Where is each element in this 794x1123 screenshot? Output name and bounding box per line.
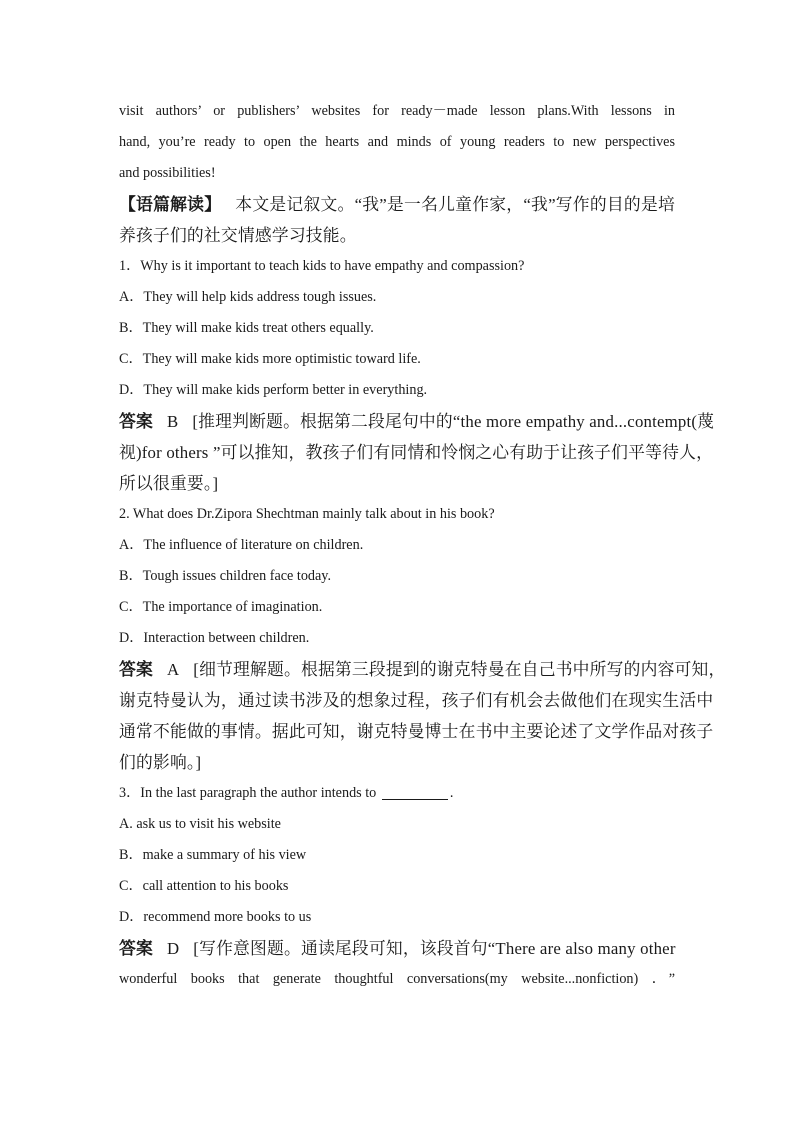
option: B．They will make kids treat others equally.: [119, 320, 374, 336]
option: C．The importance of imagination.: [119, 599, 323, 615]
answer-explanation: wonderful books that generate thoughtful conversations(my website...nonfiction) ．”: [119, 971, 675, 987]
question-stem: [119, 778, 675, 809]
option: A. ask us to visit his website: [119, 816, 281, 832]
option: B．Tough issues children face today.: [119, 568, 332, 584]
passage-line: hand, you’re ready to open the hearts and minds of young readers to new perspectives: [119, 134, 675, 150]
option: A．They will help kids address tough issues.: [119, 289, 377, 305]
answer-blank: [382, 783, 448, 800]
option: D．They will make kids perform better in everything.: [119, 382, 428, 398]
answer-tag: 答案: [119, 660, 153, 679]
question-stem: 2. What does Dr.Zipora Shechtman mainly talk about in his book?: [119, 506, 495, 522]
option: D．recommend more books to us: [119, 909, 312, 925]
answer-explanation: 所以很重要。]: [119, 474, 219, 493]
answer-explanation: [写作意图题。通读尾段可知，该段首句“There are also many other: [193, 939, 676, 958]
passage-line: visit authors’ or publishers’ websites for ready－made lesson plans.With lessons in: [119, 103, 675, 119]
answer-tag: 答案: [119, 939, 153, 958]
document-page: [119, 96, 726, 995]
analysis-tag: 【语篇解读】: [119, 195, 222, 214]
option: D．Interaction between children.: [119, 630, 310, 646]
option: A．The influence of literature on children.: [119, 537, 364, 553]
question-stem-end: .: [449, 785, 454, 801]
answer-letter: A: [166, 660, 180, 679]
answer-line: [119, 654, 726, 685]
answer-tag: 答案: [119, 412, 153, 431]
question-stem: 1．Why is it important to teach kids to have empathy and compassion?: [119, 258, 525, 274]
answer-explanation: [推理判断题。根据第二段尾句中的“the more empathy and...contempt(蔑: [192, 412, 715, 431]
option: C．call attention to his books: [119, 878, 289, 894]
answer-explanation: [细节理解题。根据第三段提到的谢克特曼在自己书中所写的内容可知，: [193, 660, 726, 679]
question-stem-text: 3．In the last paragraph the author intends to: [119, 785, 377, 801]
passage-line: and possibilities!: [119, 165, 216, 181]
answer-line: [119, 933, 675, 964]
answer-line: [119, 406, 715, 437]
answer-explanation: 谢克特曼认为，通过读书涉及的想象过程，孩子们有机会去做他们在现实生活中: [119, 691, 714, 710]
answer-explanation: 通常不能做的事情。据此可知，谢克特曼博士在书中主要论述了文学作品对孩子: [119, 722, 714, 741]
analysis-text: 本文是记叙文。“我”是一名儿童作家，“我”写作的目的是培: [235, 195, 675, 214]
answer-letter: D: [166, 939, 180, 958]
analysis-line: 养孩子们的社交情感学习技能。: [119, 226, 357, 245]
answer-explanation: 视)for others ”可以推知，教孩子们有同情和怜悯之心有助于让孩子们平等待人，: [119, 443, 714, 462]
option: B．make a summary of his view: [119, 847, 307, 863]
answer-explanation: 们的影响。]: [119, 753, 202, 772]
option: C．They will make kids more optimistic toward life.: [119, 351, 421, 367]
answer-letter: B: [166, 412, 179, 431]
analysis-line: [119, 189, 675, 220]
